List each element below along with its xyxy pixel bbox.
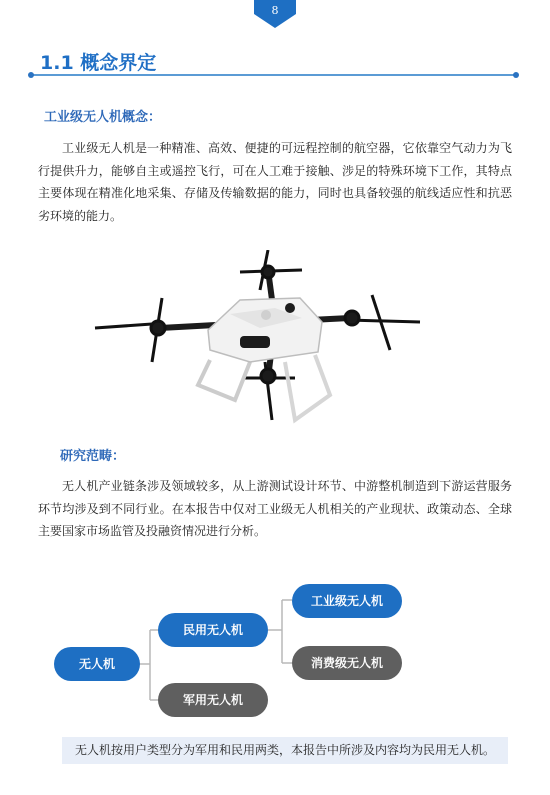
concept-heading: 工业级无人机概念： [44, 110, 162, 125]
section-title: 1.1 概念界定 [40, 52, 157, 74]
scope-heading: 研究范畴： [60, 449, 126, 464]
scope-paragraph: 无人机产业链条涉及领域较多，从上游测试设计环节、中游整机制造到下游运营服务环节均涉及到不同行业。在本报告中仅对工业级无人机相关的产业现状、政策动态、全球主要国家市场监管及投融资情况进行分析。 [38, 479, 512, 538]
page-number: 8 [271, 4, 279, 17]
tree-node-civil-drone: 民用无人机 [158, 613, 268, 647]
tree-node-industrial-drone: 工业级无人机 [292, 584, 402, 618]
footer-note: 无人机按用户类型分为军用和民用两类，本报告中所涉及内容均为民用无人机。 [62, 737, 508, 764]
tree-node-consumer-drone: 消费级无人机 [292, 646, 402, 680]
tree-node-drone: 无人机 [54, 647, 140, 681]
concept-paragraph: 工业级无人机是一种精准、高效、便捷的可远程控制的航空器，它依靠空气动力为飞行提供升力，能够自主或遥控飞行，可在人工难于接触、涉足的特殊环境下工作，其特点主要体现在精准化地采集、存储及传输数据的能力，同时也具备较强的航线适应性和抗恶劣环境的能力。 [38, 141, 512, 223]
tree-node-military-drone: 军用无人机 [158, 683, 268, 717]
